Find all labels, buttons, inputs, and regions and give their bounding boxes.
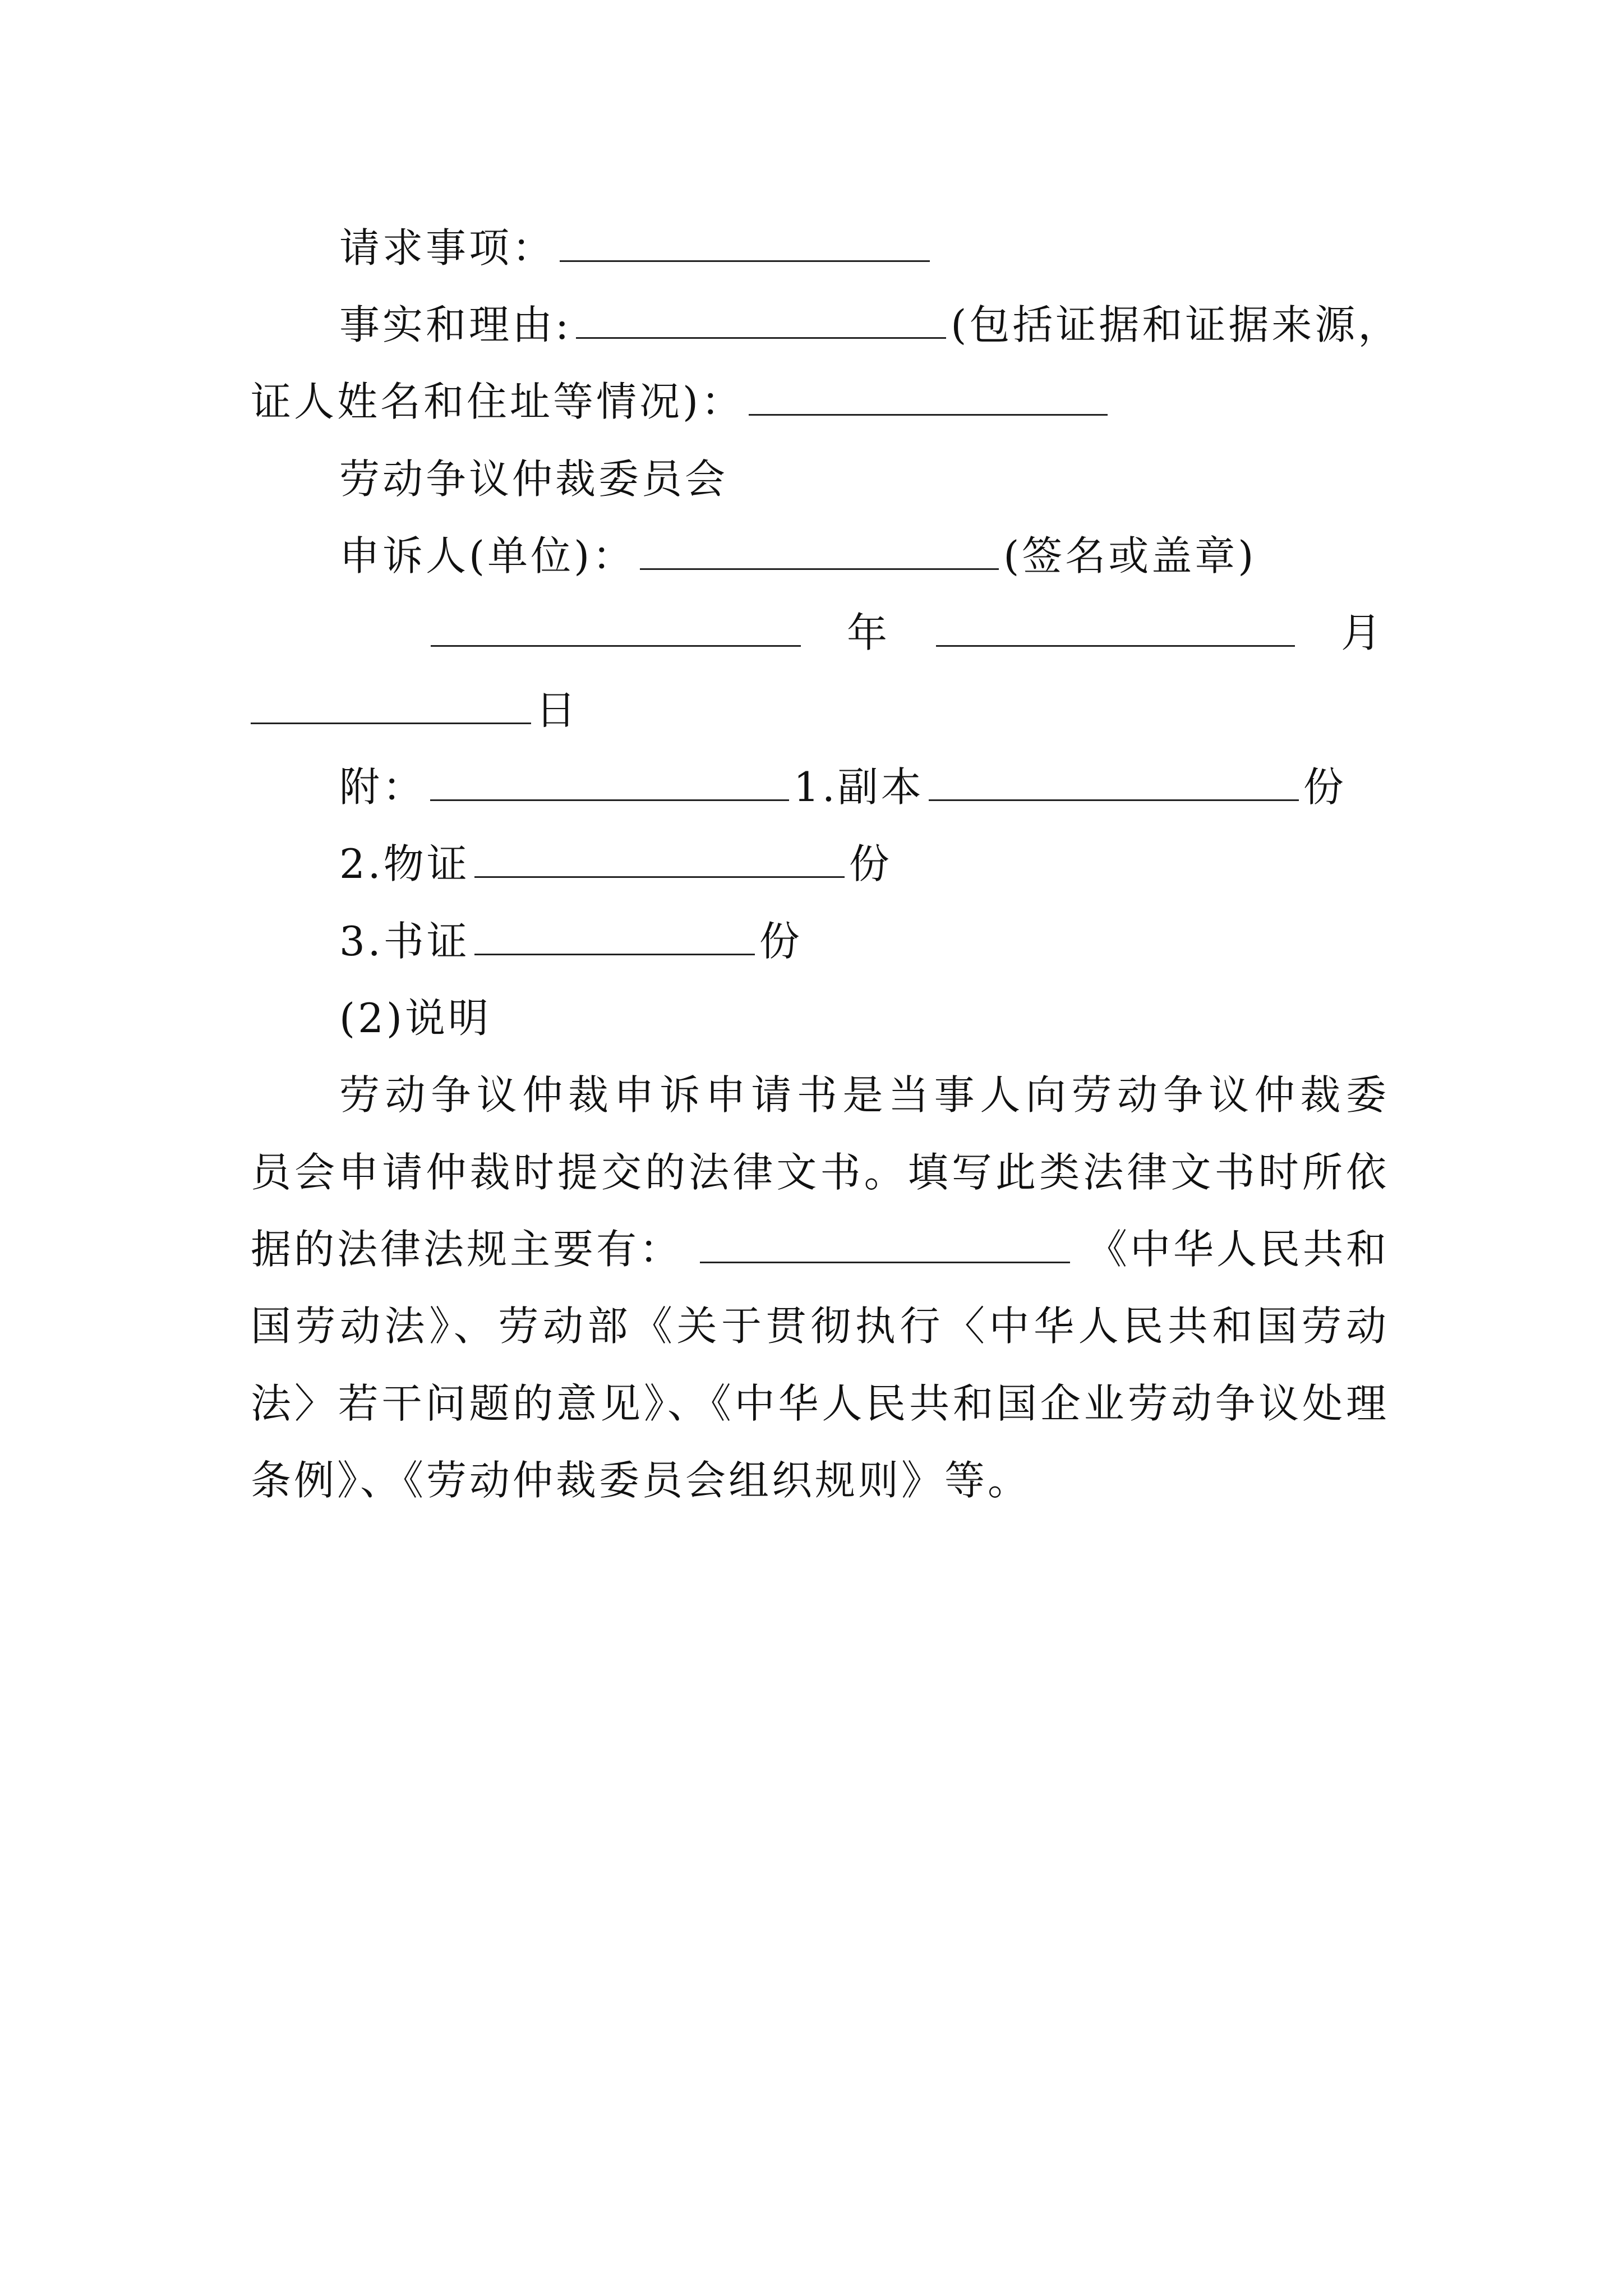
request-blank[interactable]: [560, 227, 930, 262]
copies-blank[interactable]: [929, 766, 1299, 801]
applicant-label: 申诉人(单位)：: [339, 532, 636, 579]
applicant-blank[interactable]: [640, 535, 999, 570]
explanation-line: 条例》、《劳动仲裁委员会组织规则》等。: [251, 1457, 1031, 1504]
day-label: 日: [536, 687, 579, 734]
facts-line: [339, 287, 1401, 364]
facts-blank[interactable]: [576, 303, 946, 339]
explanation-line: 员会申请仲裁时提交的法律文书。填写此类法律文书时所依: [251, 1149, 1389, 1196]
facts-label: 事实和理由:: [339, 301, 572, 348]
committee: 劳动争议仲裁委员会: [339, 455, 728, 503]
copies-label: 1.副本: [794, 763, 924, 811]
year-blank[interactable]: [431, 611, 801, 647]
witness-line: [251, 364, 1389, 440]
physical-evidence-label: 2.物证: [339, 840, 470, 887]
attachment-line: [339, 749, 1389, 826]
witness-label: 证人姓名和住址等情况)：: [251, 378, 745, 425]
copies-unit: 份: [1303, 763, 1347, 811]
explanation-line: [251, 1211, 1389, 1288]
explanation-heading: (2)说明: [339, 995, 491, 1042]
date-line: [431, 595, 1384, 671]
documentary-evidence-label: 3.书证: [339, 918, 470, 965]
documentary-evidence-unit: 份: [759, 918, 803, 965]
request-label: 请求事项：: [339, 224, 556, 272]
attach-blank[interactable]: [430, 766, 789, 801]
day-blank[interactable]: [251, 689, 531, 724]
documentary-evidence-blank[interactable]: [474, 920, 755, 955]
physical-evidence-unit: 份: [849, 840, 892, 887]
applicant-line: [339, 518, 1389, 595]
witness-blank[interactable]: [749, 380, 1108, 416]
physical-evidence-line: [339, 826, 1389, 903]
year-label: 年: [846, 609, 890, 656]
documentary-evidence-line: [339, 903, 1389, 980]
attach-label: 附：: [339, 763, 426, 811]
explanation-text: 据的法律法规主要有：: [251, 1226, 683, 1273]
explanation-line: 国劳动法》、劳动部《关于贯彻执行〈中华人民共和国劳动: [251, 1303, 1389, 1350]
signature-note: (签名或盖章): [1003, 532, 1257, 579]
month-blank[interactable]: [936, 611, 1295, 647]
facts-note: (包括证据和证据来源，: [951, 301, 1401, 348]
explanation-line: 法〉若干问题的意见》、《中华人民共和国企业劳动争议处理: [251, 1380, 1389, 1427]
physical-evidence-blank[interactable]: [474, 843, 845, 878]
request-line: [339, 210, 1389, 287]
law-blank[interactable]: [700, 1228, 1070, 1263]
day-line: [251, 672, 1389, 749]
month-label: 月: [1340, 609, 1384, 656]
explanation-line: 劳动争议仲裁申诉申请书是当事人向劳动争议仲裁委: [339, 1071, 1389, 1119]
explanation-text: 《中华人民共和: [1086, 1226, 1389, 1273]
